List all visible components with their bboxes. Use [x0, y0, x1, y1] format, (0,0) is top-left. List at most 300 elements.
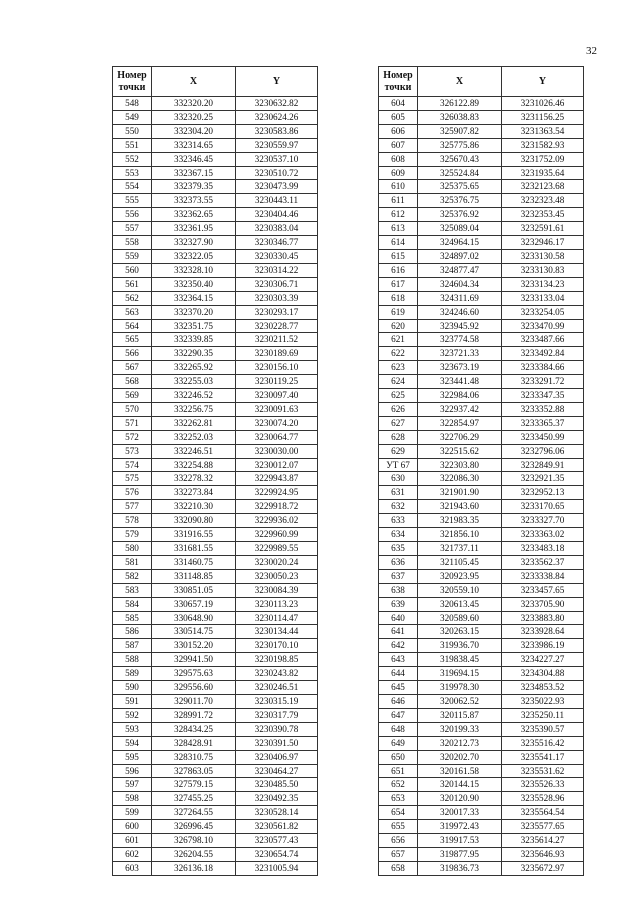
table-row: [113, 389, 318, 403]
table-row: [113, 514, 318, 528]
x-cell: 332210.30: [152, 500, 236, 514]
y-cell: 3235531.62: [502, 764, 584, 778]
x-cell: 331681.55: [152, 542, 236, 556]
table-row: [113, 597, 318, 611]
x-cell: 327579.15: [152, 778, 236, 792]
point-number-cell: 559: [113, 249, 152, 263]
x-cell: 320202.70: [418, 750, 502, 764]
table-row: [113, 667, 318, 681]
table-row: [113, 500, 318, 514]
y-cell: 3231752.09: [502, 152, 584, 166]
table-row: [379, 639, 584, 653]
y-cell: 3230091.63: [236, 402, 318, 416]
y-cell: 3230114.47: [236, 611, 318, 625]
table-row: [379, 583, 584, 597]
point-number-cell: 629: [379, 444, 418, 458]
table-row: [113, 375, 318, 389]
table-row: [113, 138, 318, 152]
point-number-cell: 652: [379, 778, 418, 792]
y-cell: 3232849.91: [502, 458, 584, 472]
x-cell: 319838.45: [418, 653, 502, 667]
table-row: [379, 194, 584, 208]
y-cell: 3229924.95: [236, 486, 318, 500]
point-number-cell: 647: [379, 708, 418, 722]
point-number-cell: 651: [379, 764, 418, 778]
table-row: [113, 222, 318, 236]
y-cell: 3230443.11: [236, 194, 318, 208]
y-cell: 3233130.83: [502, 263, 584, 277]
table-row: [379, 236, 584, 250]
table-row: [379, 778, 584, 792]
x-cell: 332327.90: [152, 236, 236, 250]
y-cell: 3232323.48: [502, 194, 584, 208]
table-row: [379, 834, 584, 848]
point-number-cell: 633: [379, 514, 418, 528]
point-number-cell: 611: [379, 194, 418, 208]
point-number-cell: 566: [113, 347, 152, 361]
y-cell: 3230583.86: [236, 124, 318, 138]
y-cell: 3230156.10: [236, 361, 318, 375]
x-cell: 331148.85: [152, 569, 236, 583]
y-cell: 3233457.65: [502, 583, 584, 597]
table-row: [113, 208, 318, 222]
y-cell: 3233347.35: [502, 389, 584, 403]
y-cell: 3234304.88: [502, 667, 584, 681]
x-cell: 321105.45: [418, 555, 502, 569]
point-number-cell: 560: [113, 263, 152, 277]
table-row: [379, 375, 584, 389]
x-cell: 320062.52: [418, 694, 502, 708]
y-cell: 3233134.23: [502, 277, 584, 291]
y-cell: 3230064.77: [236, 430, 318, 444]
point-number-cell: 589: [113, 667, 152, 681]
table-row: [379, 861, 584, 875]
x-cell: 326204.55: [152, 847, 236, 861]
point-number-cell: 627: [379, 416, 418, 430]
x-cell: 321856.10: [418, 528, 502, 542]
y-cell: 3235577.65: [502, 820, 584, 834]
x-cell: 329941.50: [152, 653, 236, 667]
x-cell: 332246.52: [152, 389, 236, 403]
table-row: [379, 500, 584, 514]
point-number-cell: 632: [379, 500, 418, 514]
x-cell: 332262.81: [152, 416, 236, 430]
coordinates-table-right: [378, 66, 584, 876]
point-number-cell: 646: [379, 694, 418, 708]
header-point: Номер точки: [379, 67, 418, 97]
table-row: [113, 277, 318, 291]
point-number-cell: 630: [379, 472, 418, 486]
x-cell: 330514.75: [152, 625, 236, 639]
y-cell: 3230228.77: [236, 319, 318, 333]
y-cell: 3234227.27: [502, 653, 584, 667]
table-row: [379, 333, 584, 347]
y-cell: 3230243.82: [236, 667, 318, 681]
table-row: [379, 528, 584, 542]
y-cell: 3230492.35: [236, 792, 318, 806]
x-cell: 325907.82: [418, 124, 502, 138]
y-cell: 3233327.70: [502, 514, 584, 528]
point-number-cell: 570: [113, 402, 152, 416]
x-cell: 332273.84: [152, 486, 236, 500]
point-number-cell: 657: [379, 847, 418, 861]
y-cell: 3230346.77: [236, 236, 318, 250]
point-number-cell: 635: [379, 542, 418, 556]
y-cell: 3235528.96: [502, 792, 584, 806]
point-number-cell: 655: [379, 820, 418, 834]
y-cell: 3231935.64: [502, 166, 584, 180]
table-row: [379, 569, 584, 583]
y-cell: 3230464.27: [236, 764, 318, 778]
point-number-cell: 574: [113, 458, 152, 472]
point-number-cell: УТ 67: [379, 458, 418, 472]
point-number-cell: 592: [113, 708, 152, 722]
point-number-cell: 580: [113, 542, 152, 556]
y-cell: 3233705.90: [502, 597, 584, 611]
y-cell: 3235250.11: [502, 708, 584, 722]
point-number-cell: 604: [379, 97, 418, 111]
point-number-cell: 645: [379, 681, 418, 695]
point-number-cell: 551: [113, 138, 152, 152]
point-number-cell: 638: [379, 583, 418, 597]
point-number-cell: 561: [113, 277, 152, 291]
x-cell: 323774.58: [418, 333, 502, 347]
point-number-cell: 618: [379, 291, 418, 305]
point-number-cell: 550: [113, 124, 152, 138]
y-cell: 3235614.27: [502, 834, 584, 848]
table-row: [379, 736, 584, 750]
x-cell: 324604.34: [418, 277, 502, 291]
point-number-cell: 590: [113, 681, 152, 695]
x-cell: 325670.43: [418, 152, 502, 166]
point-number-cell: 658: [379, 861, 418, 875]
x-cell: 332364.15: [152, 291, 236, 305]
point-number-cell: 642: [379, 639, 418, 653]
table-body-left: [113, 97, 318, 876]
y-cell: 3230074.20: [236, 416, 318, 430]
y-cell: 3233352.88: [502, 402, 584, 416]
point-number-cell: 622: [379, 347, 418, 361]
y-cell: 3233487.66: [502, 333, 584, 347]
x-cell: 325375.65: [418, 180, 502, 194]
table-row: [379, 291, 584, 305]
y-cell: 3233470.99: [502, 319, 584, 333]
table-row: [113, 180, 318, 194]
point-number-cell: 558: [113, 236, 152, 250]
x-cell: 332362.65: [152, 208, 236, 222]
x-cell: 332254.88: [152, 458, 236, 472]
table-row: [379, 792, 584, 806]
point-number-cell: 644: [379, 667, 418, 681]
y-cell: 3232952.13: [502, 486, 584, 500]
y-cell: 3230485.50: [236, 778, 318, 792]
table-row: [113, 402, 318, 416]
x-cell: 332090.80: [152, 514, 236, 528]
x-cell: 332320.25: [152, 110, 236, 124]
x-cell: 324311.69: [418, 291, 502, 305]
x-cell: 332314.65: [152, 138, 236, 152]
x-cell: 320263.15: [418, 625, 502, 639]
x-cell: 324964.15: [418, 236, 502, 250]
x-cell: 320017.33: [418, 806, 502, 820]
table-row: [113, 806, 318, 820]
table-row: [379, 847, 584, 861]
table-row: [379, 764, 584, 778]
x-cell: 320199.33: [418, 722, 502, 736]
header-point: Номер точки: [113, 67, 152, 97]
table-row: [113, 110, 318, 124]
x-cell: 332255.03: [152, 375, 236, 389]
point-number-cell: 557: [113, 222, 152, 236]
y-cell: 3234853.52: [502, 681, 584, 695]
y-cell: 3232921.35: [502, 472, 584, 486]
point-number-cell: 596: [113, 764, 152, 778]
point-number-cell: 608: [379, 152, 418, 166]
point-number-cell: 594: [113, 736, 152, 750]
x-cell: 332339.85: [152, 333, 236, 347]
table-row: [379, 208, 584, 222]
x-cell: 332256.75: [152, 402, 236, 416]
y-cell: 3233562.37: [502, 555, 584, 569]
table-row: [379, 166, 584, 180]
table-row: [113, 249, 318, 263]
x-cell: 332246.51: [152, 444, 236, 458]
y-cell: 3230406.97: [236, 750, 318, 764]
table-row: [379, 486, 584, 500]
y-cell: 3235526.33: [502, 778, 584, 792]
point-number-cell: 563: [113, 305, 152, 319]
table-row: [379, 472, 584, 486]
x-cell: 332265.92: [152, 361, 236, 375]
x-cell: 320212.73: [418, 736, 502, 750]
y-cell: 3230473.99: [236, 180, 318, 194]
point-number-cell: 554: [113, 180, 152, 194]
table-row: [379, 263, 584, 277]
point-number-cell: 617: [379, 277, 418, 291]
point-number-cell: 605: [379, 110, 418, 124]
point-number-cell: 619: [379, 305, 418, 319]
x-cell: 332290.35: [152, 347, 236, 361]
table-row: [113, 291, 318, 305]
x-cell: 326038.83: [418, 110, 502, 124]
table-row: [379, 361, 584, 375]
table-row: [379, 249, 584, 263]
y-cell: 3229936.02: [236, 514, 318, 528]
table-row: [379, 402, 584, 416]
y-cell: 3230246.51: [236, 681, 318, 695]
table-row: [379, 430, 584, 444]
table-row: [379, 750, 584, 764]
table-row: [113, 653, 318, 667]
x-cell: 327863.05: [152, 764, 236, 778]
x-cell: 332367.15: [152, 166, 236, 180]
x-cell: 322937.42: [418, 402, 502, 416]
header-x: X: [152, 67, 236, 97]
y-cell: 3230577.43: [236, 834, 318, 848]
x-cell: 325775.86: [418, 138, 502, 152]
point-number-cell: 591: [113, 694, 152, 708]
table-row: [113, 792, 318, 806]
table-row: [379, 347, 584, 361]
point-number-cell: 587: [113, 639, 152, 653]
point-number-cell: 583: [113, 583, 152, 597]
point-number-cell: 552: [113, 152, 152, 166]
x-cell: 332278.32: [152, 472, 236, 486]
point-number-cell: 582: [113, 569, 152, 583]
x-cell: 320589.60: [418, 611, 502, 625]
x-cell: 320923.95: [418, 569, 502, 583]
table-row: [113, 611, 318, 625]
y-cell: 3230293.17: [236, 305, 318, 319]
point-number-cell: 556: [113, 208, 152, 222]
x-cell: 328310.75: [152, 750, 236, 764]
y-cell: 3230097.40: [236, 389, 318, 403]
y-cell: 3231005.94: [236, 861, 318, 875]
table-row: [113, 124, 318, 138]
table-row: [113, 263, 318, 277]
y-cell: 3230404.46: [236, 208, 318, 222]
table-row: [113, 708, 318, 722]
x-cell: 324897.02: [418, 249, 502, 263]
x-cell: 320161.58: [418, 764, 502, 778]
point-number-cell: 623: [379, 361, 418, 375]
point-number-cell: 631: [379, 486, 418, 500]
table-row: [379, 110, 584, 124]
y-cell: 3230050.23: [236, 569, 318, 583]
table-row: [379, 611, 584, 625]
y-cell: 3230306.71: [236, 277, 318, 291]
y-cell: 3235646.93: [502, 847, 584, 861]
y-cell: 3231026.46: [502, 97, 584, 111]
x-cell: 330648.90: [152, 611, 236, 625]
point-number-cell: 575: [113, 472, 152, 486]
x-cell: 330851.05: [152, 583, 236, 597]
point-number-cell: 601: [113, 834, 152, 848]
coordinates-table-left: [112, 66, 318, 876]
y-cell: 3233170.65: [502, 500, 584, 514]
x-cell: 332379.35: [152, 180, 236, 194]
table-row: [113, 542, 318, 556]
point-number-cell: 621: [379, 333, 418, 347]
point-number-cell: 614: [379, 236, 418, 250]
table-row: [379, 653, 584, 667]
table-row: [379, 97, 584, 111]
x-cell: 332350.40: [152, 277, 236, 291]
point-number-cell: 565: [113, 333, 152, 347]
y-cell: 3233384.66: [502, 361, 584, 375]
x-cell: 321901.90: [418, 486, 502, 500]
x-cell: 321943.60: [418, 500, 502, 514]
y-cell: 3230134.44: [236, 625, 318, 639]
y-cell: 3235022.93: [502, 694, 584, 708]
y-cell: 3232591.61: [502, 222, 584, 236]
point-number-cell: 653: [379, 792, 418, 806]
point-number-cell: 648: [379, 722, 418, 736]
point-number-cell: 585: [113, 611, 152, 625]
table-row: [113, 820, 318, 834]
y-cell: 3230012.07: [236, 458, 318, 472]
page-number: 32: [586, 45, 597, 57]
x-cell: 319978.30: [418, 681, 502, 695]
point-number-cell: 567: [113, 361, 152, 375]
table-row: [379, 222, 584, 236]
point-number-cell: 654: [379, 806, 418, 820]
y-cell: 3233365.37: [502, 416, 584, 430]
y-cell: 3232946.17: [502, 236, 584, 250]
table-row: [379, 625, 584, 639]
y-cell: 3230119.25: [236, 375, 318, 389]
table-row: [379, 597, 584, 611]
table-row: [113, 333, 318, 347]
y-cell: 3229960.99: [236, 528, 318, 542]
point-number-cell: 649: [379, 736, 418, 750]
y-cell: 3232353.45: [502, 208, 584, 222]
point-number-cell: 577: [113, 500, 152, 514]
x-cell: 326122.89: [418, 97, 502, 111]
y-cell: 3230020.24: [236, 555, 318, 569]
x-cell: 332361.95: [152, 222, 236, 236]
y-cell: 3230315.19: [236, 694, 318, 708]
point-number-cell: 595: [113, 750, 152, 764]
x-cell: 325524.84: [418, 166, 502, 180]
table-row: [379, 722, 584, 736]
y-cell: 3235541.17: [502, 750, 584, 764]
point-number-cell: 578: [113, 514, 152, 528]
x-cell: 325089.04: [418, 222, 502, 236]
y-cell: 3231582.93: [502, 138, 584, 152]
header-y: Y: [502, 67, 584, 97]
x-cell: 332373.55: [152, 194, 236, 208]
table-row: [379, 305, 584, 319]
x-cell: 329575.63: [152, 667, 236, 681]
y-cell: 3230559.97: [236, 138, 318, 152]
point-number-cell: 562: [113, 291, 152, 305]
table-row: [379, 708, 584, 722]
table-row: [113, 472, 318, 486]
point-number-cell: 573: [113, 444, 152, 458]
point-number-cell: 572: [113, 430, 152, 444]
point-number-cell: 607: [379, 138, 418, 152]
x-cell: 332370.20: [152, 305, 236, 319]
header-y: Y: [236, 67, 318, 97]
y-cell: 3230561.82: [236, 820, 318, 834]
table-row: [113, 430, 318, 444]
table-header-row: [379, 67, 584, 97]
x-cell: 325376.92: [418, 208, 502, 222]
y-cell: 3230654.74: [236, 847, 318, 861]
table-row: [113, 528, 318, 542]
y-cell: 3230198.85: [236, 653, 318, 667]
point-number-cell: 628: [379, 430, 418, 444]
y-cell: 3230510.72: [236, 166, 318, 180]
y-cell: 3229943.87: [236, 472, 318, 486]
x-cell: 328428.91: [152, 736, 236, 750]
table-row: [113, 166, 318, 180]
table-row: [379, 514, 584, 528]
x-cell: 319877.95: [418, 847, 502, 861]
y-cell: 3232123.68: [502, 180, 584, 194]
x-cell: 319936.70: [418, 639, 502, 653]
x-cell: 319917.53: [418, 834, 502, 848]
table-row: [113, 555, 318, 569]
x-cell: 329011.70: [152, 694, 236, 708]
y-cell: 3231156.25: [502, 110, 584, 124]
x-cell: 326996.45: [152, 820, 236, 834]
point-number-cell: 639: [379, 597, 418, 611]
table-row: [379, 277, 584, 291]
y-cell: 3233363.02: [502, 528, 584, 542]
point-number-cell: 569: [113, 389, 152, 403]
